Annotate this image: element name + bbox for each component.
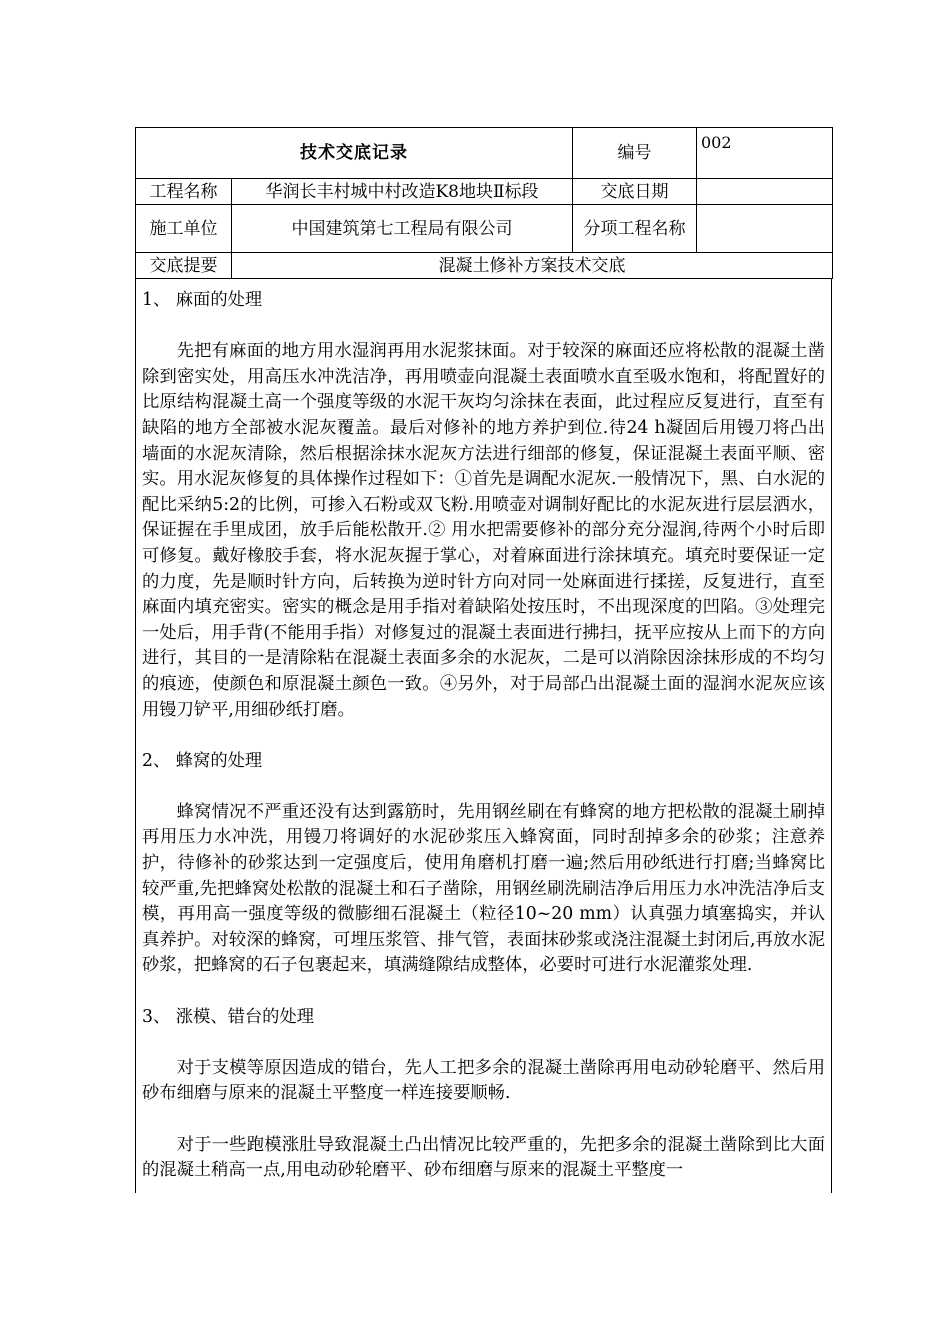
section-3-heading: 3、 涨模、错台的处理 <box>142 1006 315 1027</box>
date-label: 交底日期 <box>573 179 697 205</box>
section-1-heading: 1、 麻面的处理 <box>142 290 263 310</box>
number-value: 002 <box>697 128 833 179</box>
project-label: 工程名称 <box>136 179 232 205</box>
content-area <box>135 279 832 1193</box>
header-table <box>135 127 833 279</box>
section-3-paragraph-2: 对于一些跑模涨肚导致混凝土凸出情况比较严重的，先把多余的混凝土凿除到比大面的混凝土稍高一点,用电动砂轮磨平、砂布细磨与原来的混凝土平整度一 <box>142 1134 825 1181</box>
subproject-value <box>697 205 833 253</box>
section-3-paragraph-1: 对于支模等原因造成的错台，先人工把多余的混凝土凿除再用电动砂轮磨平、然后用砂布细磨与原来的混凝土平整度一样连接要顺畅. <box>142 1057 825 1104</box>
section-1-paragraph: 先把有麻面的地方用水湿润再用水泥浆抹面。对于较深的麻面还应将松散的混凝土凿除到密实处，用高压水冲洗洁净，再用喷壶向混凝土表面喷水直至吸水饱和，将配置好的比原结构混凝土高一个强度等级的水泥干灰均匀涂抹在表面，此过程应反复进行，直至有缺陷的地方全部被水泥灰覆盖。最后对修补的地方养护到位.待24 h凝固后用镘刀将凸出墙面的水泥灰清除，然后根据涂抹水泥灰方法进行细部的修复，保证混凝土表面平顺、密实。用水泥灰修复的具体操作过程如下：①首先是调配水泥灰.一般情况下，黑、白水泥的配比采纳5:2的比例，可掺入石粉或双飞粉.用喷壶对调制好配比的水泥灰进行层层洒水，保证握在手里成团，放手后能松散开.② 用水把需要修补的部分充分湿润,待两个小时后即可修复。戴好橡胶手套，将水泥灰握于掌心，对着麻面进行涂抹填充。填充时要保证一定的力度，先是顺时针方向，后转换为逆时针方向对同一处麻面进行揉搓，反复进行，直至麻面内填充密实。密实的概念是用手指对着缺陷处按压时，不出现深度的凹陷。③处理完一处后，用手背(不能用手指）对修复过的混凝土表面进行拂扫，抚平应按从上而下的方向进行，其目的一是清除粘在混凝土表面多余的水泥灰，二是可以消除因涂抹形成的不均匀的痕迹，使颜色和原混凝土颜色一致。④另外，对于局部凸出混凝土面的湿润水泥灰应该用镘刀铲平,用细砂纸打磨。 <box>142 341 825 720</box>
document-title: 技术交底记录 <box>136 128 573 179</box>
date-value <box>697 179 833 205</box>
summary-label: 交底提要 <box>136 253 232 279</box>
section-2-heading: 2、 蜂窝的处理 <box>142 750 263 771</box>
number-label: 编号 <box>573 128 697 179</box>
section-2-paragraph: 蜂窝情况不严重还没有达到露筋时，先用钢丝刷在有蜂窝的地方把松散的混凝土刷掉再用压力水冲洗，用镘刀将调好的水泥砂浆压入蜂窝面，同时刮掉多余的砂浆；注意养护，待修补的砂浆达到一定强度后，使用角磨机打磨一遍;然后用砂纸进行打磨;当蜂窝比较严重,先把蜂窝处松散的混凝土和石子凿除，用钢丝刷洗刷洁净后用压力水冲洗洁净后支模，再用高一强度等级的微膨细石混凝土（粒径10~20 mm）认真强力填塞捣实，并认真养护。对较深的蜂窝，可埋压浆管、排气管，表面抹砂浆或浇注混凝土封闭后,再放水泥砂浆，把蜂窝的石子包裹起来，填满缝隙结成整体，必要时可进行水泥灌浆处理. <box>142 801 825 976</box>
subproject-label: 分项工程名称 <box>573 205 697 253</box>
summary-value: 混凝土修补方案技术交底 <box>232 253 833 279</box>
project-value: 华润长丰村城中村改造K8地块Ⅱ标段 <box>232 179 573 205</box>
contractor-value: 中国建筑第七工程局有限公司 <box>232 205 573 253</box>
document-page <box>135 127 832 1193</box>
contractor-label: 施工单位 <box>136 205 232 253</box>
